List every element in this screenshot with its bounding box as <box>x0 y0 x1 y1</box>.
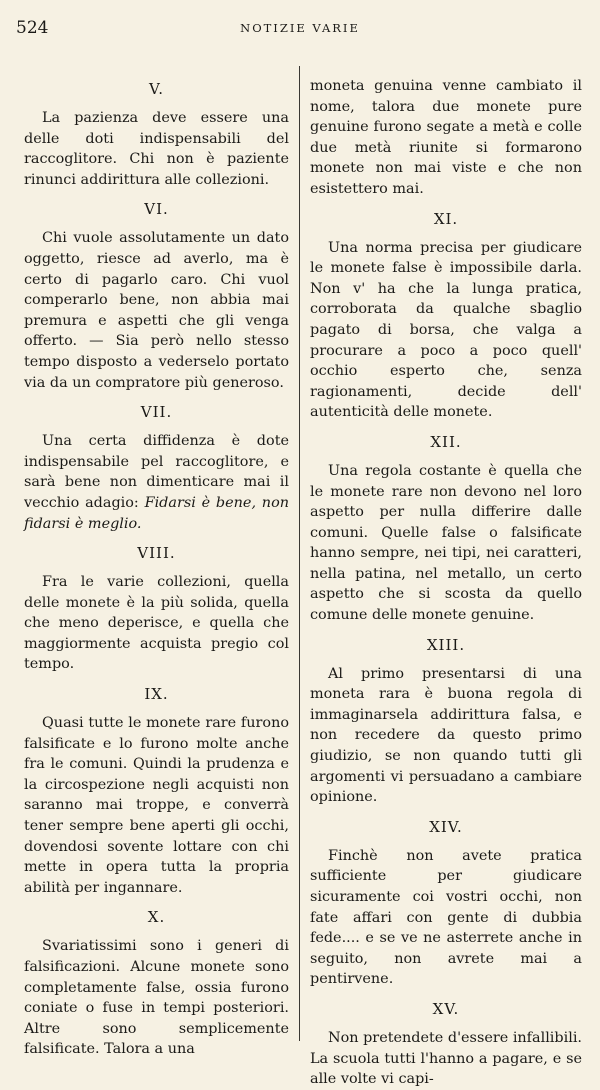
section-xii <box>310 433 582 626</box>
page-number: 524 <box>16 18 49 38</box>
page-header <box>0 18 600 42</box>
section-text: Una certa diffidenza è dote indispensabile pel raccoglitore, e sarà bene non dimenticare mai il vecchio adagio: <box>24 433 289 511</box>
section-viii <box>24 544 289 675</box>
section-xi <box>310 210 582 423</box>
section-text-wrapper <box>24 431 289 534</box>
section-text: Svariatissimi sono i generi di falsificazioni. Alcune monete sono completamente false, ossia furono coniate o fuse in tempi posteriori. Altre sono semplicemente falsificate. Talora a una <box>24 938 289 1058</box>
section-numeral: XI. <box>433 209 459 228</box>
section-numeral: XV. <box>432 999 460 1018</box>
section-numeral: XII. <box>430 432 462 451</box>
right-column <box>310 76 582 1090</box>
section-x <box>24 908 289 1060</box>
column-divider <box>299 66 300 1041</box>
section-v <box>24 80 289 190</box>
section-numeral: VIII. <box>137 544 176 563</box>
section-text: Fra le varie collezioni, quella delle monete è la più solida, quella che meno deperisce, e quella che maggiormente acquista pregio col tempo. <box>24 574 289 673</box>
section-numeral: VII. <box>140 403 173 422</box>
continuation-text: moneta genuina venne cambiato il nome, talora due monete pure genuine furono segate a metà e colle due metà riunite si formarono monete non mai viste e che non esistettero mai. <box>310 78 582 197</box>
section-numeral: VI. <box>144 200 169 219</box>
section-text: La pazienza deve essere una delle doti indispensabili del raccoglitore. Chi non è paziente rinunci addirittura alle collezioni. <box>24 110 289 188</box>
section-text: Finchè non avete pratica sufficiente per giudicare sicuramente coi vostri occhi, non fate affari con gente di dubbia fede.... e se ve ne asterrete anche in seguito, non avrete mai a pentirvene. <box>310 847 582 988</box>
section-text: Una norma precisa per giudicare le monete false è impossibile darla. Non v' ha che la lunga pratica, corroborata da qualche sbaglio pagato di borsa, che valga a procurare a poco a poco quell' occhio esperto che, senza ragionamenti, decide dell' autenticità delle monete. <box>310 239 582 421</box>
section-text: Al primo presentarsi di una moneta rara è buona regola di immaginarsela addirittura falsa, e non recedere da questo primo giudizio, se non quando tutti gli argomenti vi persuadano a cambiare opinione. <box>310 665 582 806</box>
section-text: Chi vuole assolutamente un dato oggetto, riesce ad averlo, ma è certo di pagarlo caro. Chi vuol comperarlo bene, non abbia mai premura e aspetti che gli venga offerto. — Sia però nello stesso tempo disposto a vederselo portato via da un compratore più generoso. <box>24 230 289 391</box>
section-xv <box>310 1000 582 1090</box>
running-head: NOTIZIE VARIE <box>240 21 360 35</box>
section-numeral: XIII. <box>426 635 466 654</box>
section-text: Quasi tutte le monete rare furono falsificate e lo furono molte anche fra le comuni. Quindi la prudenza e la circospezione negli acquisti non saranno mai troppe, e converrà tener sempre bene aperti gli occhi, dovendosi sovente lottare con chi mette in opera tutta la propria abilità per ingannare. <box>24 715 289 896</box>
section-ix <box>24 685 289 898</box>
section-numeral: XIV. <box>429 817 463 836</box>
section-numeral: V. <box>149 80 164 98</box>
section-numeral: IX. <box>144 685 169 704</box>
section-vii <box>24 403 289 534</box>
italic-proverb: Fidarsi è bene, non fidarsi è meglio. <box>24 494 290 532</box>
section-vi <box>24 200 289 393</box>
section-text: Una regola costante è quella che le monete rare non devono nel loro aspetto per nulla differire dalle comuni. Quelle false o falsificate hanno sempre, nei tipi, nei caratteri, nella patina, nel metallo, un certo aspetto che si scosta da quello comune delle monete genuine. <box>310 462 582 624</box>
section-text: Non pretendete d'essere infallibili. La scuola tutti l'hanno a pagare, e se alle volte vi capi- <box>310 1029 582 1088</box>
section-xiii <box>310 636 582 808</box>
section-numeral: X. <box>147 908 166 927</box>
left-column <box>24 66 289 1060</box>
section-xiv <box>310 818 582 990</box>
